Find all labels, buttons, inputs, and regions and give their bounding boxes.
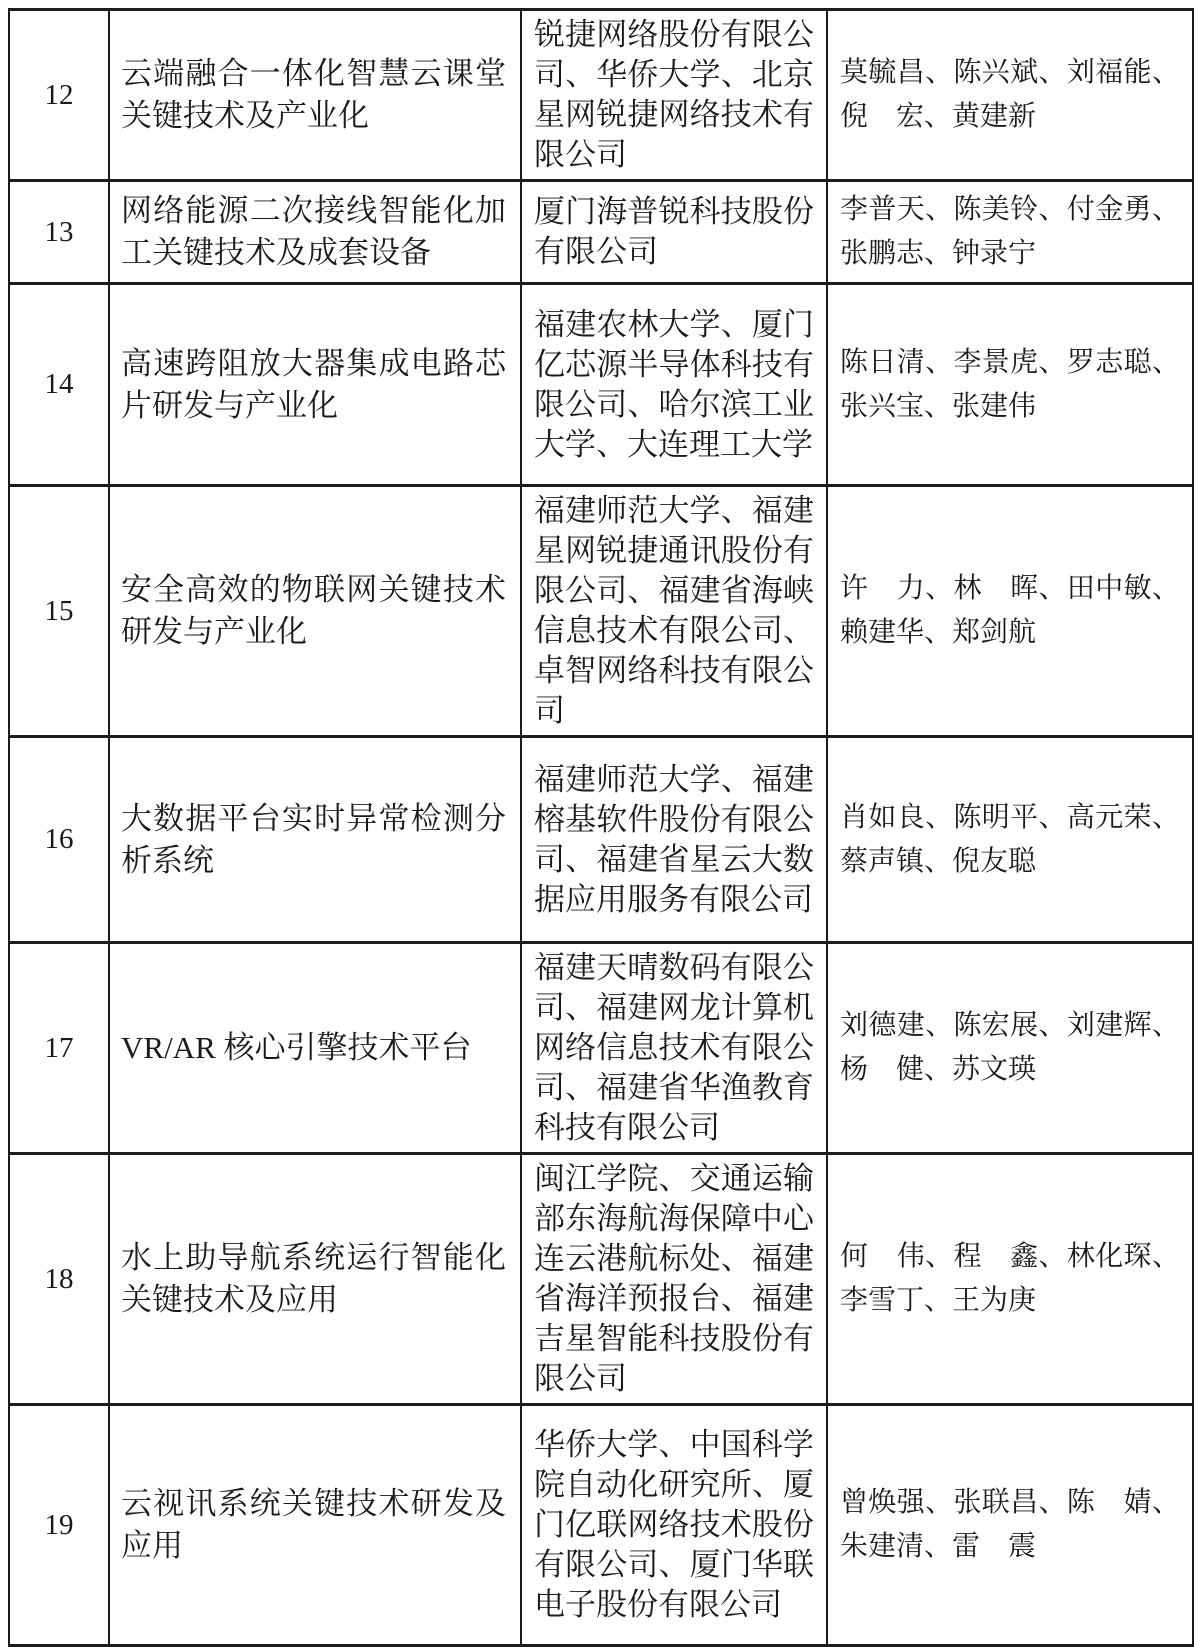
team-members-cell <box>828 182 1192 282</box>
team-members-cell <box>828 285 1192 484</box>
row-number: 19 <box>44 1508 74 1541</box>
project-name: 网络能源二次接线智能化加工关键技术及成套设备 <box>121 193 506 270</box>
organizations-cell <box>522 1155 828 1403</box>
project-name: 云端融合一体化智慧云课堂关键技术及产业化 <box>121 56 506 133</box>
organizations: 华侨大学、中国科学院自动化研究所、厦门亿联网络技术股份有限公司、厦门华联电子股份有限公司 <box>534 1427 814 1622</box>
team-members: 莫毓昌、陈兴斌、刘福能、倪 宏、黄建新 <box>840 57 1180 132</box>
project-name-cell <box>110 487 522 735</box>
team-members: 何 伟、程 鑫、林化琛、李雪丁、王为庚 <box>840 1241 1180 1316</box>
organizations: 福建师范大学、福建星网锐捷通讯股份有限公司、福建省海峡信息技术有限公司、卓智网络科技有限公司 <box>534 493 814 728</box>
project-name-cell <box>110 738 522 941</box>
organizations: 福建农林大学、厦门亿芯源半导体科技有限公司、哈尔滨工业大学、大连理工大学 <box>534 306 814 462</box>
project-name: 大数据平台实时异常检测分析系统 <box>121 800 506 878</box>
row-number-cell <box>10 1406 110 1644</box>
table-row <box>10 487 1192 738</box>
organizations-cell <box>522 944 828 1152</box>
project-name-cell <box>110 944 522 1152</box>
row-number: 12 <box>44 78 74 111</box>
project-name: 水上助导航系统运行智能化关键技术及应用 <box>121 1240 506 1317</box>
row-number-cell <box>10 182 110 282</box>
organizations-cell <box>522 182 828 282</box>
project-name: 云视讯系统关键技术研发及应用 <box>121 1486 506 1563</box>
team-members: 曾焕强、张联昌、陈 婧、朱建清、雷 震 <box>840 1487 1180 1562</box>
row-number: 15 <box>44 594 74 627</box>
row-number: 18 <box>44 1262 74 1295</box>
organizations: 福建师范大学、福建榕基软件股份有限公司、福建省星云大数据应用服务有限公司 <box>534 761 814 917</box>
row-number-cell <box>10 1155 110 1403</box>
organizations: 厦门海普锐科技股份有限公司 <box>534 194 814 269</box>
table-row <box>10 944 1192 1155</box>
row-number-cell <box>10 738 110 941</box>
project-name-cell <box>110 1406 522 1644</box>
table-row <box>10 1155 1192 1406</box>
team-members: 李普天、陈美铃、付金勇、张鹏志、钟录宁 <box>840 194 1180 269</box>
organizations-cell <box>522 11 828 179</box>
team-members-cell <box>828 11 1192 179</box>
project-name-cell <box>110 11 522 179</box>
organizations-cell <box>522 487 828 735</box>
organizations-cell <box>522 738 828 941</box>
row-number-cell <box>10 487 110 735</box>
row-number-cell <box>10 944 110 1152</box>
row-number: 13 <box>44 215 74 248</box>
team-members-cell <box>828 738 1192 941</box>
organizations-cell <box>522 285 828 484</box>
team-members: 肖如良、陈明平、高元荣、蔡声镇、倪友聪 <box>840 801 1180 877</box>
team-members: 许 力、林 晖、田中敏、赖建华、郑剑航 <box>840 573 1180 648</box>
table-row <box>10 1406 1192 1644</box>
table-row <box>10 182 1192 285</box>
row-number: 17 <box>44 1031 74 1064</box>
organizations: 闽江学院、交通运输部东海航海保障中心连云港航标处、福建省海洋预报台、福建吉星智能科技股份有限公司 <box>534 1161 814 1396</box>
organizations-cell <box>522 1406 828 1644</box>
row-number: 14 <box>44 368 74 400</box>
project-name: VR/AR 核心引擎技术平台 <box>121 1030 472 1065</box>
organizations: 福建天晴数码有限公司、福建网龙计算机网络信息技术有限公司、福建省华渔教育科技有限公司 <box>534 950 814 1145</box>
row-number-cell <box>10 11 110 179</box>
project-name-cell <box>110 1155 522 1403</box>
team-members-cell <box>828 487 1192 735</box>
row-number: 16 <box>44 823 74 855</box>
table-row <box>10 738 1192 944</box>
organizations: 锐捷网络股份有限公司、华侨大学、北京星网锐捷网络技术有限公司 <box>534 17 814 172</box>
team-members-cell <box>828 1155 1192 1403</box>
team-members: 陈日清、李景虎、罗志聪、张兴宝、张建伟 <box>840 346 1180 422</box>
team-members-cell <box>828 1406 1192 1644</box>
project-name-cell <box>110 285 522 484</box>
row-number-cell <box>10 285 110 484</box>
project-name: 安全高效的物联网关键技术研发与产业化 <box>121 572 506 649</box>
table-row <box>10 285 1192 487</box>
projects-table <box>8 8 1194 1647</box>
team-members: 刘德建、陈宏展、刘建辉、杨 健、苏文瑛 <box>840 1010 1180 1085</box>
project-name-cell <box>110 182 522 282</box>
table-row <box>10 11 1192 182</box>
team-members-cell <box>828 944 1192 1152</box>
project-name: 高速跨阻放大器集成电路芯片研发与产业化 <box>121 345 506 423</box>
